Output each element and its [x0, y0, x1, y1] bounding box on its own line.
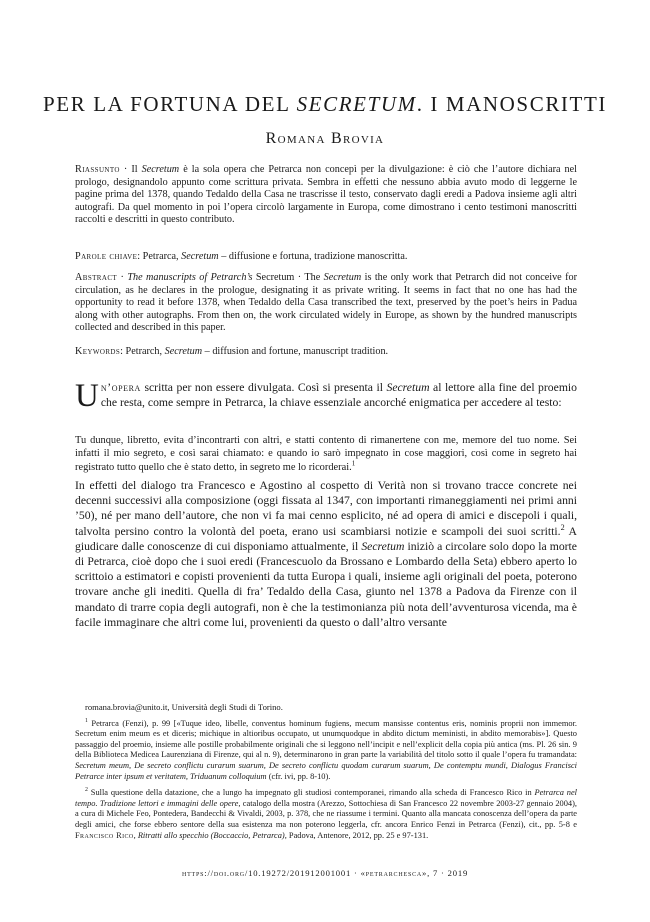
- block-quote: Tu dunque, libretto, evita d’incontrarti con altri, e statti contento di rimanertene con me, memore del tuo nome. Sei infatti il mio segreto, e così sarai chiamato: e quando io sarò impegnato in cose maggiori, così come in segreto hai registrato tutto quello che è stato detto, in segreto me lo ricorderai.$^1$: [75, 435, 577, 473]
- article-title: PER LA FORTUNA DEL SECRETUM. I MANOSCRITTI: [43, 92, 607, 116]
- footnotes: [75, 702, 577, 847]
- keywords-label: Parole chiave: [75, 251, 138, 262]
- abstract-italian: Riassunto · Il Secretum è la sola opera che Petrarca non concepì per la divulgazione: è ciò che l’autore dichiara nel prologo, designandolo appunto come scrittura privata. Sembra in effetti che nessuno abbia avuto modo di leggerne le pagine prima del 1378, quando Tedaldo della Casa ne trascrisse il testo, conservato dagli eredi a Padova insieme agli altri autografi. Da quel momento in poi l’opera circolò largamente in Europa, come dimostrano i cento testimoni manoscritti raccolti e descritti in questo contributo.: [75, 164, 577, 226]
- body-paragraph-1: Un’opera scritta per non essere divulgata. Così si presenta il Secretum al lettore alla fine del proemio che resta, come sempre in Petrarca, la chiave essenziale ancorché enigmatica per accedere al testo:: [75, 378, 578, 414]
- body-paragraph-2: In effetti del dialogo tra Francesco e Agostino al cospetto di Verità non si trovano tracce concrete nei decenni successivi alla composizione (oggi fissata al 1347, con importanti rimaneggiamenti nei primi anni ’50), né per mano dell’autore, che non vi fa mai cenno esplicito, né ad opera di amici e discepoli i quali, talvolta persino contro la volontà del poeta, erano usi scambiarsi notizie e scampoli dei suoi scritti.$^2$ A giudicare dalle conoscenze di cui disponiamo attualmente, il Secretum iniziò a circolare solo dopo la morte di Petrarca, cioè dopo che i suoi eredi (Francescuolo da Brossano e Lombardo della Seta) ebbero aperto lo scrittoio a estimatori e copisti provenienti da tutta Europa i quali, insieme agli originali del poeta, poterono trovare anche gli inediti. Quella di fra’ Tedaldo della Casa, giunto nel 1378 a Padova da Firenze con il mandato di trarre copia degli autografi, non è che la testimonianza più nota dell’avventurosa vicenda, ma è facile immaginare che altri come lui, provenienti da questo o dall’altro versante: [75, 479, 577, 629]
- abstract-english: Abstract · The manuscripts of Petrarch’s Secretum · The Secretum is the only work that Petrarch did not conceive for circulation, as he declares in the prologue, designating it as private writing. It seems in fact that no one has had the opportunity to read it before 1378, when Tedaldo della Casa transcribed the text, preserved by the poet’s heirs in Padua along with other autographs. From then on, the work circulated widely in Europe, as shown by the hundred manuscripts collected and described in this paper.: [75, 272, 577, 334]
- keywords-english: Keywords: Petrarch, Secretum – diffusion and fortune, manuscript tradition.: [75, 346, 389, 357]
- abstract-en-label: Abstract: [75, 272, 118, 283]
- footnote-2: $^2$ Sulla questione della datazione, che a lungo ha impegnato gli studiosi contemporanei, rimando alla scheda di Francesco Rico in Petrarca nel tempo. Tradizione lettori e immagini delle opere, catalogo della mostra (Arezzo, Sottochiesa di San Francesco 22 novembre 2003-27 gennaio 2004), a cura di Michele Feo, Pontedera, Bandecchi & Vivaldi, 2003, p. 378, che ne riassume i termini. Quanto alla mancata conoscenza dell’opera da parte degli amici, che forse ebbero sentore della sua esistenza ma non poterono leggerla, cfr. ancora Enrico Fenzi in Petrarca (Fenzi), cit., pp. 5-8 e Francisco Rico, Ritratti allo specchio (Boccaccio, Petrarca), Padova, Antenore, 2012, pp. 25 e 97-131.: [75, 787, 577, 840]
- footnote-ref-1[interactable]: 1: [351, 459, 356, 468]
- footnote-1: $^1$ Petrarca (Fenzi), p. 99 [«Tuque ideo, libelle, conventus hominum fugiens, mecum mansisse contentus eris, nominis proprii non immemor. Secretum enim meum es et diceris; michique in altioribus occupato, ut unumquodque in abdito dictum meministi, in abdito memorabis»]. Questo passaggio del proemio, insieme alle postille probabilmente originali che si leggono nell’incipit e nell’explicit della copia più antica (ms. Pl. 26 sin. 9 della Biblioteca Medicea Laurenziana di Firenze, qui al n. 9), determinarono in gran parte la variabilità del titolo sotto il quale l’opera fu tramandata: Secretum meum, De secreto conflictu curarum suarum, De secreto conflictu quodam curarum suarum, De contemptu mundi, Dialogus Francisci Petrarce inter ipsum et veritatem, Triduanum colloquium (cfr. ivi, pp. 8-10).: [75, 717, 578, 781]
- keywords-italian: Parole chiave: Petrarca, Secretum – diffusione e fortuna, tradizione manoscritta.: [75, 251, 408, 262]
- page-footer: https://doi.org/10.19272/201912001001 · «petrarchesca», 7 · 2019: [181, 868, 469, 878]
- drop-cap: U: [75, 378, 99, 414]
- footnote-ref-2[interactable]: 2: [560, 522, 565, 532]
- author-contact: romana.brovia@unito.it, Università degli Studi di Torino.: [85, 702, 283, 712]
- abstract-label: Riassunto: [75, 164, 120, 175]
- article-author: Romana Brovia: [265, 130, 385, 147]
- keywords-en-label: Keywords: [75, 346, 121, 357]
